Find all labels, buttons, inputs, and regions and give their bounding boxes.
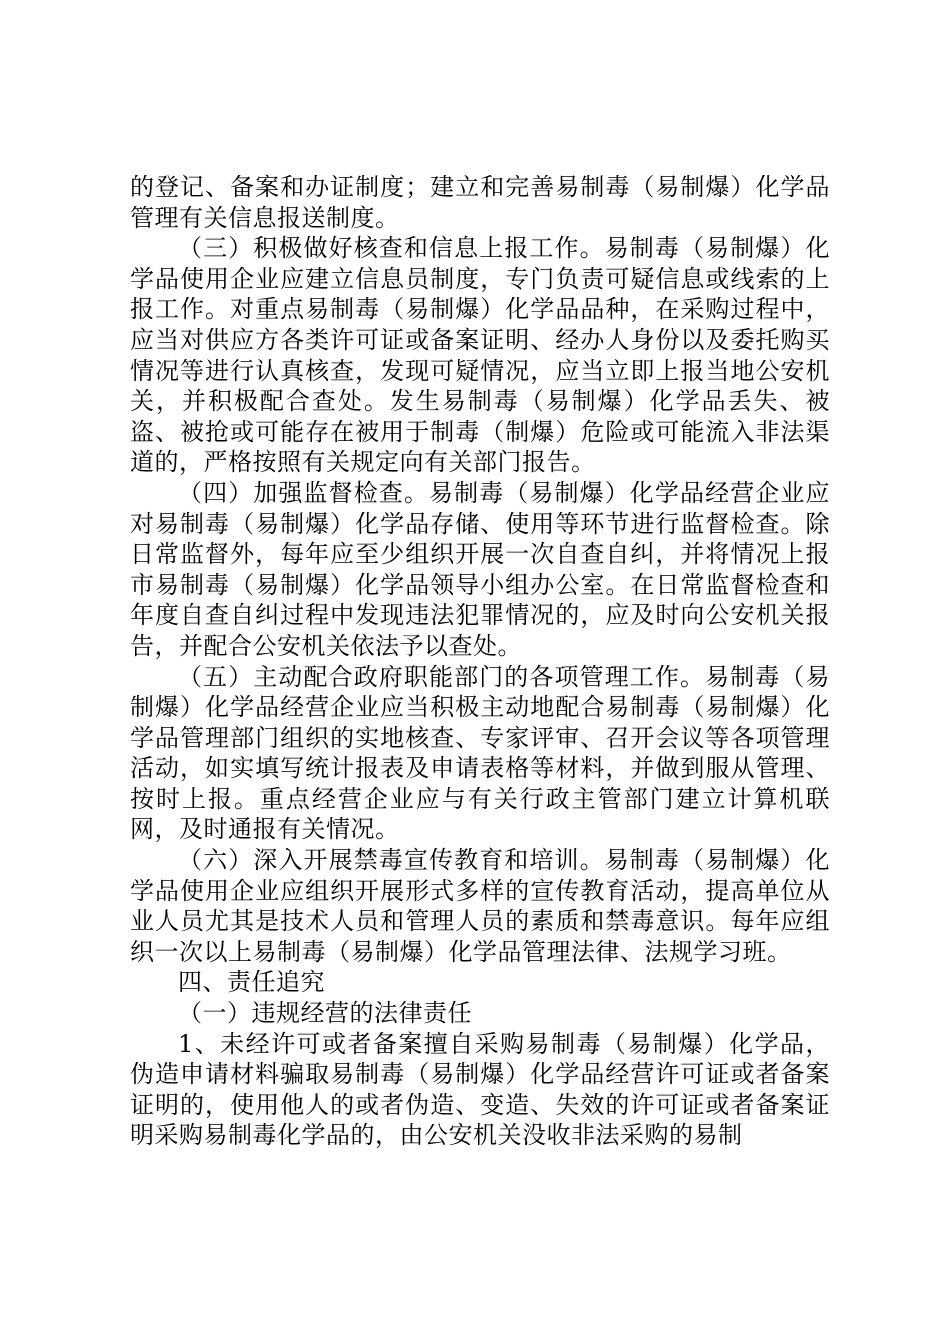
paragraph-continuation: 的登记、备案和办证制度；建立和完善易制毒（易制爆）化学品管理有关信息报送制度。 (130, 173, 830, 232)
section-heading-liability: 四、责任追究 (178, 968, 325, 997)
paragraph-item-1: 1、未经许可或者备案擅自采购易制毒（易制爆）化学品，伪造申请材料骗取易制毒（易制爆）化学品经营许可证或者备案证明的，使用他人的或者伪造、变造、失效的许可证或者备案证明采购易制毒化学品的，由公安机关没收非法采购的易制 (130, 1029, 830, 1150)
document-body (130, 172, 830, 1151)
paragraph-section-5: （五）主动配合政府职能部门的各项管理工作。易制毒（易制爆）化学品经营企业应当积极主动地配合易制毒（易制爆）化学品管理部门组织的实地核查、专家评审、召开会议等各项管理活动，如实填写统计报表及申请表格等材料，并做到服从管理、按时上报。重点经营企业应与有关行政主管部门建立计算机联网，及时通报有关情况。 (130, 662, 830, 844)
subsection-heading-legal-liability: （一）违规经营的法律责任 (178, 999, 472, 1028)
paragraph-section-4: （四）加强监督检查。易制毒（易制爆）化学品经营企业应对易制毒（易制爆）化学品存储、使用等环节进行监督检查。除日常监督外，每年应至少组织开展一次自查自纠，并将情况上报市易制毒（易制爆）化学品领导小组办公室。在日常监督检查和年度自查自纠过程中发现违法犯罪情况的，应及时向公安机关报告，并配合公安机关依法予以查处。 (130, 478, 830, 660)
paragraph-section-6: （六）深入开展禁毒宣传教育和培训。易制毒（易制爆）化学品使用企业应组织开展形式多样的宣传教育活动，提高单位从业人员尤其是技术人员和管理人员的素质和禁毒意识。每年应组织一次以上易制毒（易制爆）化学品管理法律、法规学习班。 (130, 846, 830, 966)
paragraph-section-3: （三）积极做好核查和信息上报工作。易制毒（易制爆）化学品使用企业应建立信息员制度，专门负责可疑信息或线索的上报工作。对重点易制毒（易制爆）化学品品种，在采购过程中，应当对供应方各类许可证或备案证明、经办人身份以及委托购买情况等进行认真核查，发现可疑情况，应当立即上报当地公安机关，并积极配合查处。发生易制毒（易制爆）化学品丢失、被盗、被抢或可能存在被用于制毒（制爆）危险或可能流入非法渠道的，严格按照有关规定向有关部门报告。 (130, 234, 830, 477)
